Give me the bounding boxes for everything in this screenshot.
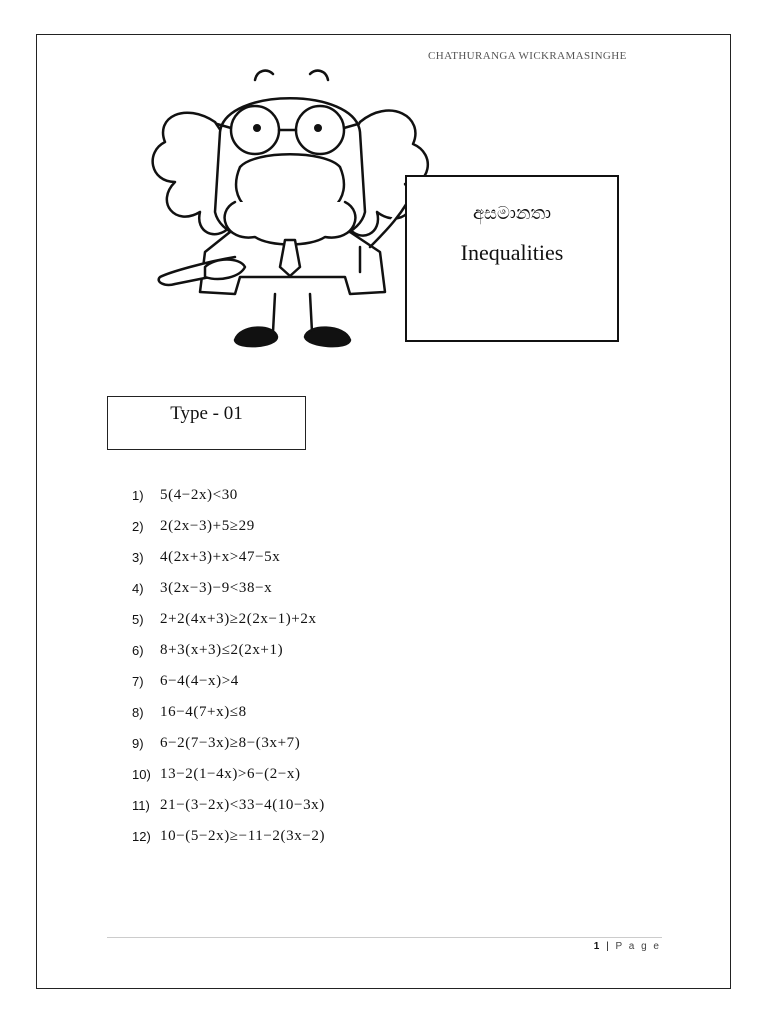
sign-title-sinhala: අසමානතා (472, 203, 552, 224)
section-title-box (107, 396, 306, 450)
page-number-value: 1 (593, 941, 602, 952)
section-title: Type - 01 (170, 403, 243, 424)
problem-expression: 8+3(x+3)≤2(2x+1) (160, 642, 284, 658)
problem-list (132, 480, 325, 852)
problem-item (132, 821, 325, 852)
problem-expression: 21−(3−2x)<33−4(10−3x) (160, 797, 325, 813)
problem-number: 12) (132, 829, 151, 844)
problem-number: 10) (132, 767, 151, 782)
problem-number: 8) (132, 705, 144, 720)
professor-cartoon-illustration (145, 62, 435, 362)
problem-item (132, 790, 325, 821)
problem-number: 6) (132, 643, 144, 658)
problem-expression: 10−(5−2x)≥−11−2(3x−2) (160, 828, 326, 844)
problem-expression: 2(2x−3)+5≥29 (160, 518, 255, 534)
problem-expression: 6−4(4−x)>4 (160, 673, 239, 689)
problem-item (132, 542, 325, 573)
problem-item (132, 573, 325, 604)
page-number (594, 941, 661, 952)
problem-number: 11) (132, 798, 150, 813)
problem-expression: 5(4−2x)<30 (160, 487, 238, 503)
problem-item (132, 635, 325, 666)
problem-number: 3) (132, 550, 144, 565)
problem-expression: 6−2(7−3x)≥8−(3x+7) (160, 735, 301, 751)
problem-expression: 13−2(1−4x)>6−(2−x) (160, 766, 301, 782)
problem-item (132, 697, 325, 728)
sign-title-english: Inequalities (460, 240, 564, 265)
problem-number: 2) (132, 519, 144, 534)
problem-number: 4) (132, 581, 144, 596)
problem-expression: 4(2x+3)+x>47−5x (160, 549, 281, 565)
problem-number: 9) (132, 736, 144, 751)
footer-divider (107, 937, 662, 938)
problem-item (132, 511, 325, 542)
page-label: P a g e (615, 941, 661, 952)
problem-item (132, 759, 325, 790)
problem-number: 1) (132, 488, 144, 503)
problem-number: 5) (132, 612, 144, 627)
problem-expression: 2+2(4x+3)≥2(2x−1)+2x (160, 611, 317, 627)
problem-item (132, 728, 325, 759)
problem-item (132, 604, 325, 635)
author-name: CHATHURANGA WICKRAMASINGHE (428, 50, 627, 62)
problem-item (132, 480, 325, 511)
problem-expression: 3(2x−3)−9<38−x (160, 580, 273, 596)
problem-item (132, 666, 325, 697)
problem-expression: 16−4(7+x)≤8 (160, 704, 247, 720)
title-sign (405, 175, 619, 342)
problem-number: 7) (132, 674, 144, 689)
page-number-separator: | (606, 941, 611, 952)
